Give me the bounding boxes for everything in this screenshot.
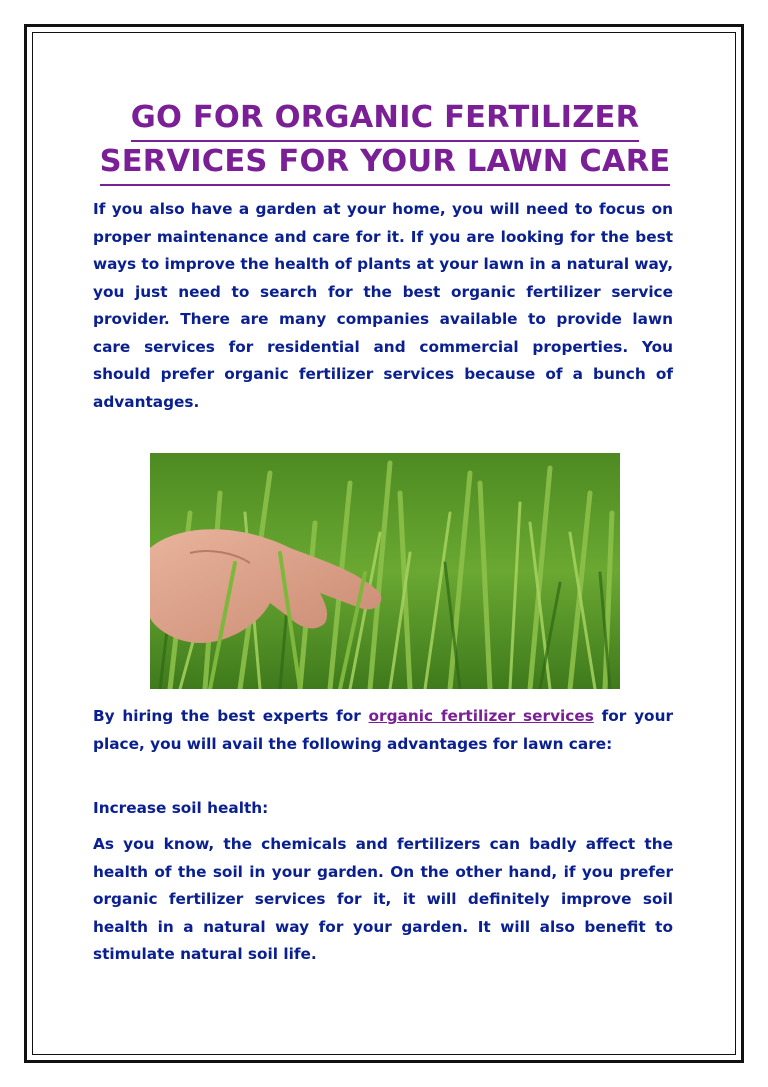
advantages-text-before: By hiring the best experts for: [93, 707, 369, 725]
title-text-1: GO FOR ORGANIC FERTILIZER: [131, 96, 640, 142]
title-line-2: [80, 140, 690, 186]
intro-paragraph: If you also have a garden at your home, you will need to focus on proper maintenance and care for it. If you are looking for the best ways to improve the health of plants at your lawn in a natural way, you just need to search for the best organic fertilizer service provider. There are many companies available to provide lawn care services for residential and commercial properties. You should prefer organic fertilizer services because of a bunch of advantages.: [93, 200, 673, 411]
grass-hand-photo: [150, 453, 620, 689]
title-line-1: [80, 96, 690, 142]
advantages-paragraph: [93, 703, 673, 758]
soil-health-paragraph: As you know, the chemicals and fertilizers can badly affect the health of the soil in your garden. On the other hand, if you prefer organic fertilizer services for it, it will definitely improve soil health in a natural way for your garden. It will also benefit to stimulate natural soil life.: [93, 835, 673, 963]
title-text-2: SERVICES FOR YOUR LAWN CARE: [100, 140, 671, 186]
organic-fertilizer-services-link[interactable]: organic fertilizer services: [368, 707, 594, 725]
section-heading-soil-health: Increase soil health:: [93, 799, 269, 817]
advantages-text-after: for your place, you will avail the following advantages for lawn care:: [93, 707, 673, 753]
